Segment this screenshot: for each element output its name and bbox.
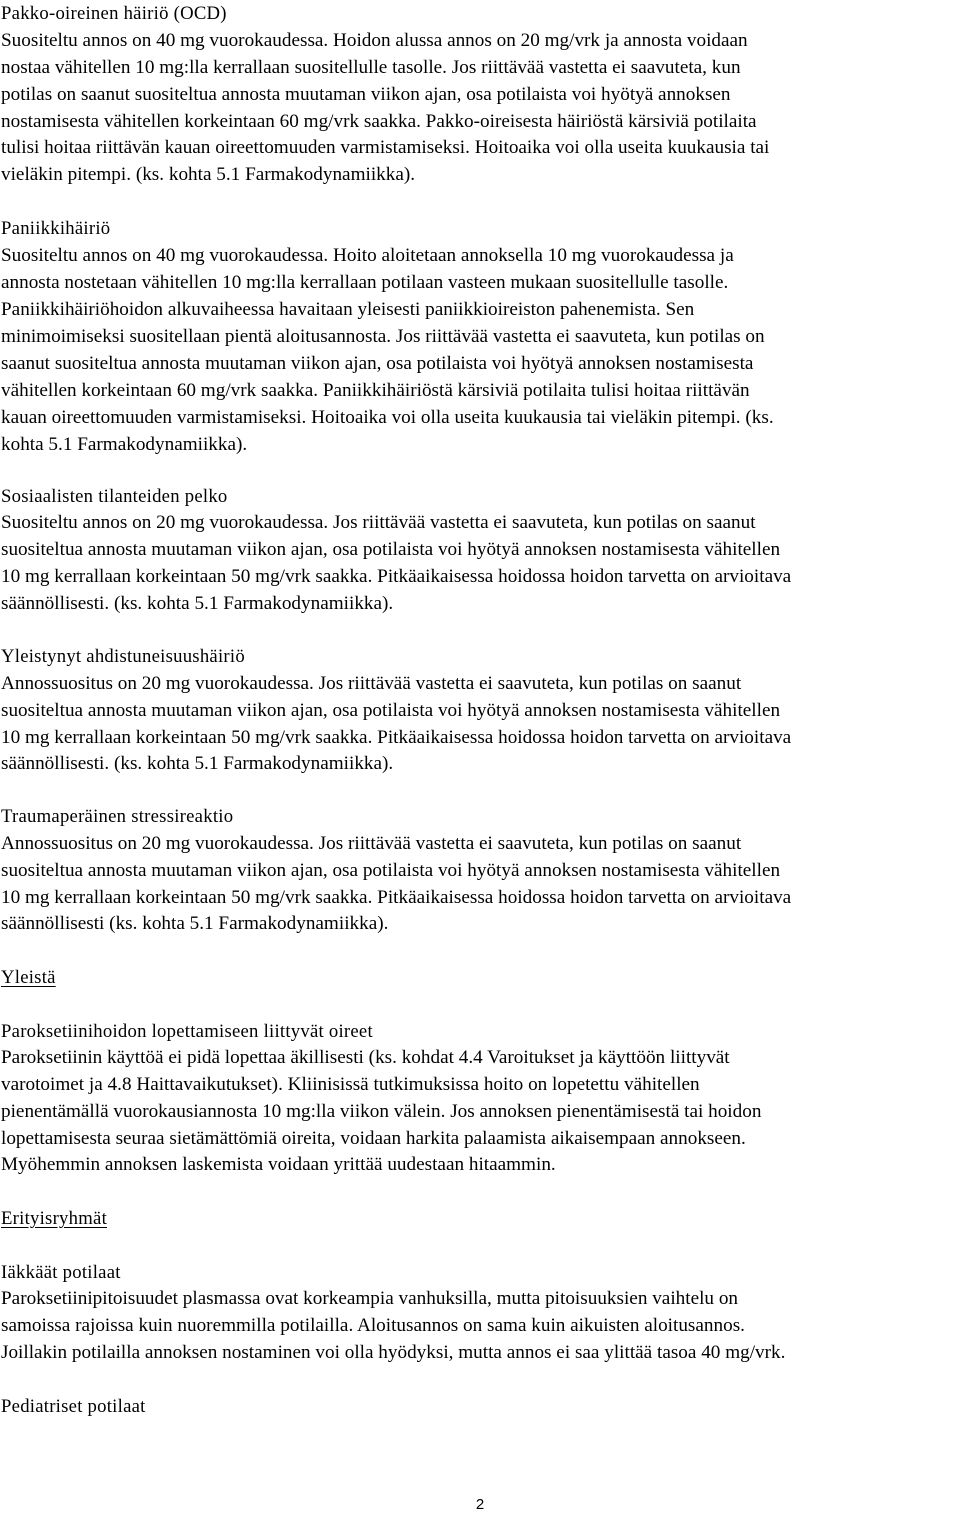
text-line: Suositeltu annos on 40 mg vuorokaudessa. Hoito aloitetaan annoksella 10 mg vuorokaudessa ja: [1, 245, 734, 266]
text-line: Paroksetiinin käyttöä ei pidä lopettaa äkillisesti (ks. kohdat 4.4 Varoitukset ja käyttöön liittyvät: [1, 1047, 730, 1068]
section-heading: Paniikkihäiriö: [1, 218, 111, 239]
text-line: Suositeltu annos on 20 mg vuorokaudessa. Jos riittävää vastetta ei saavuteta, kun potilas on saanut: [1, 512, 756, 533]
text-line: Annossuositus on 20 mg vuorokaudessa. Jos riittävää vastetta ei saavuteta, kun potilas on saanut: [1, 673, 742, 694]
section-heading: Erityisryhmät: [1, 1208, 108, 1229]
text-line: suositeltua annosta muutaman viikon ajan, osa potilaista voi hyötyä annoksen nostamisesta vähitellen: [1, 539, 781, 560]
text-line: Suositeltu annos on 40 mg vuorokaudessa. Hoidon alussa annos on 20 mg/vrk ja annosta voidaan: [1, 30, 748, 51]
page-number: 2: [475, 1496, 485, 1513]
text-line: kohta 5.1 Farmakodynamiikka).: [1, 434, 248, 455]
text-line: nostaa vähitellen 10 mg:lla kerrallaan suositellulle tasolle. Jos riittävää vastetta ei saavuteta, kun: [1, 57, 741, 78]
text-line: kauan oireettomuuden varmistamiseksi. Hoitoaika voi olla useita kuukausia tai vieläkin pitempi. (ks.: [1, 407, 774, 428]
section-heading: Paroksetiinihoidon lopettamiseen liittyvät oireet: [1, 1021, 373, 1042]
text-line: vähitellen korkeintaan 60 mg/vrk saakka. Paniikkihäiriöstä kärsiviä potilaita tulisi hoitaa riittävän: [1, 380, 750, 401]
text-line: saanut suositeltua annosta muutaman viikon ajan, osa potilaista voi hyötyä annoksen nostamisesta: [1, 353, 754, 374]
text-line: Myöhemmin annoksen laskemista voidaan yrittää uudestaan hitaammin.: [1, 1154, 556, 1175]
text-line: Annossuositus on 20 mg vuorokaudessa. Jos riittävää vastetta ei saavuteta, kun potilas on saanut: [1, 833, 742, 854]
text-line: potilas on saanut suositeltua annosta muutaman viikon ajan, osa potilaista voi hyötyä annoksen: [1, 84, 731, 105]
text-line: säännöllisesti (ks. kohta 5.1 Farmakodynamiikka).: [1, 913, 389, 934]
section-heading: Yleistä: [1, 967, 56, 988]
section-heading: Traumaperäinen stressireaktio: [1, 806, 234, 827]
text-line: lopettamisesta seuraa sietämättömiä oireita, voidaan harkita palaamista aikaisempaan annokseen.: [1, 1128, 746, 1149]
text-line: samoissa rajoissa kuin nuoremmilla potilailla. Aloitusannos on sama kuin aikuisten aloitusannos.: [1, 1315, 745, 1336]
text-line: suositeltua annosta muutaman viikon ajan, osa potilaista voi hyötyä annoksen nostamisesta vähitellen: [1, 860, 781, 881]
text-line: minimoimiseksi suositellaan pientä aloitusannosta. Jos riittävää vastetta ei saavuteta, kun potilas on: [1, 326, 765, 347]
text-line: pienentämällä vuorokausiannosta 10 mg:lla viikon välein. Jos annoksen pienentämisestä tai hoidon: [1, 1101, 762, 1122]
section-heading: Pediatriset potilaat: [1, 1396, 146, 1417]
text-line: 10 mg kerrallaan korkeintaan 50 mg/vrk saakka. Pitkäaikaisessa hoidossa hoidon tarvetta on arvioitava: [1, 566, 792, 587]
text-line: 10 mg kerrallaan korkeintaan 50 mg/vrk saakka. Pitkäaikaisessa hoidossa hoidon tarvetta on arvioitava: [1, 727, 792, 748]
text-line: varotoimet ja 4.8 Haittavaikutukset). Kliinisissä tutkimuksissa hoito on lopetettu vähitellen: [1, 1074, 700, 1095]
text-line: säännöllisesti. (ks. kohta 5.1 Farmakodynamiikka).: [1, 593, 394, 614]
text-line: Joillakin potilailla annoksen nostaminen voi olla hyödyksi, mutta annos ei saa ylittää tasoa 40 mg/vrk.: [1, 1342, 786, 1363]
text-line: vieläkin pitempi. (ks. kohta 5.1 Farmakodynamiikka).: [1, 164, 416, 185]
section-heading: Pakko-oireinen häiriö (OCD): [1, 3, 227, 24]
text-line: annosta nostetaan vähitellen 10 mg:lla kerrallaan potilaan vasteen mukaan suositellulle tasolle.: [1, 272, 729, 293]
section-heading: Yleistynyt ahdistuneisuushäiriö: [1, 646, 245, 667]
section-heading: Iäkkäät potilaat: [1, 1262, 121, 1283]
text-line: nostamisesta vähitellen korkeintaan 60 mg/vrk saakka. Pakko-oireisesta häiriöstä kärsiviä potilaita: [1, 111, 757, 132]
text-line: Paniikkihäiriöhoidon alkuvaiheessa havaitaan yleisesti paniikkioireiston pahenemista. Sen: [1, 299, 695, 320]
text-line: Paroksetiinipitoisuudet plasmassa ovat korkeampia vanhuksilla, mutta pitoisuuksien vaihtelu on: [1, 1288, 739, 1309]
text-line: tulisi hoitaa riittävän kauan oireettomuuden varmistamiseksi. Hoitoaika voi olla useita kuukausia tai: [1, 137, 770, 158]
text-line: suositeltua annosta muutaman viikon ajan, osa potilaista voi hyötyä annoksen nostamisesta vähitellen: [1, 700, 781, 721]
section-heading: Sosiaalisten tilanteiden pelko: [1, 486, 228, 507]
text-line: säännöllisesti. (ks. kohta 5.1 Farmakodynamiikka).: [1, 753, 394, 774]
text-line: 10 mg kerrallaan korkeintaan 50 mg/vrk saakka. Pitkäaikaisessa hoidossa hoidon tarvetta on arvioitava: [1, 887, 792, 908]
